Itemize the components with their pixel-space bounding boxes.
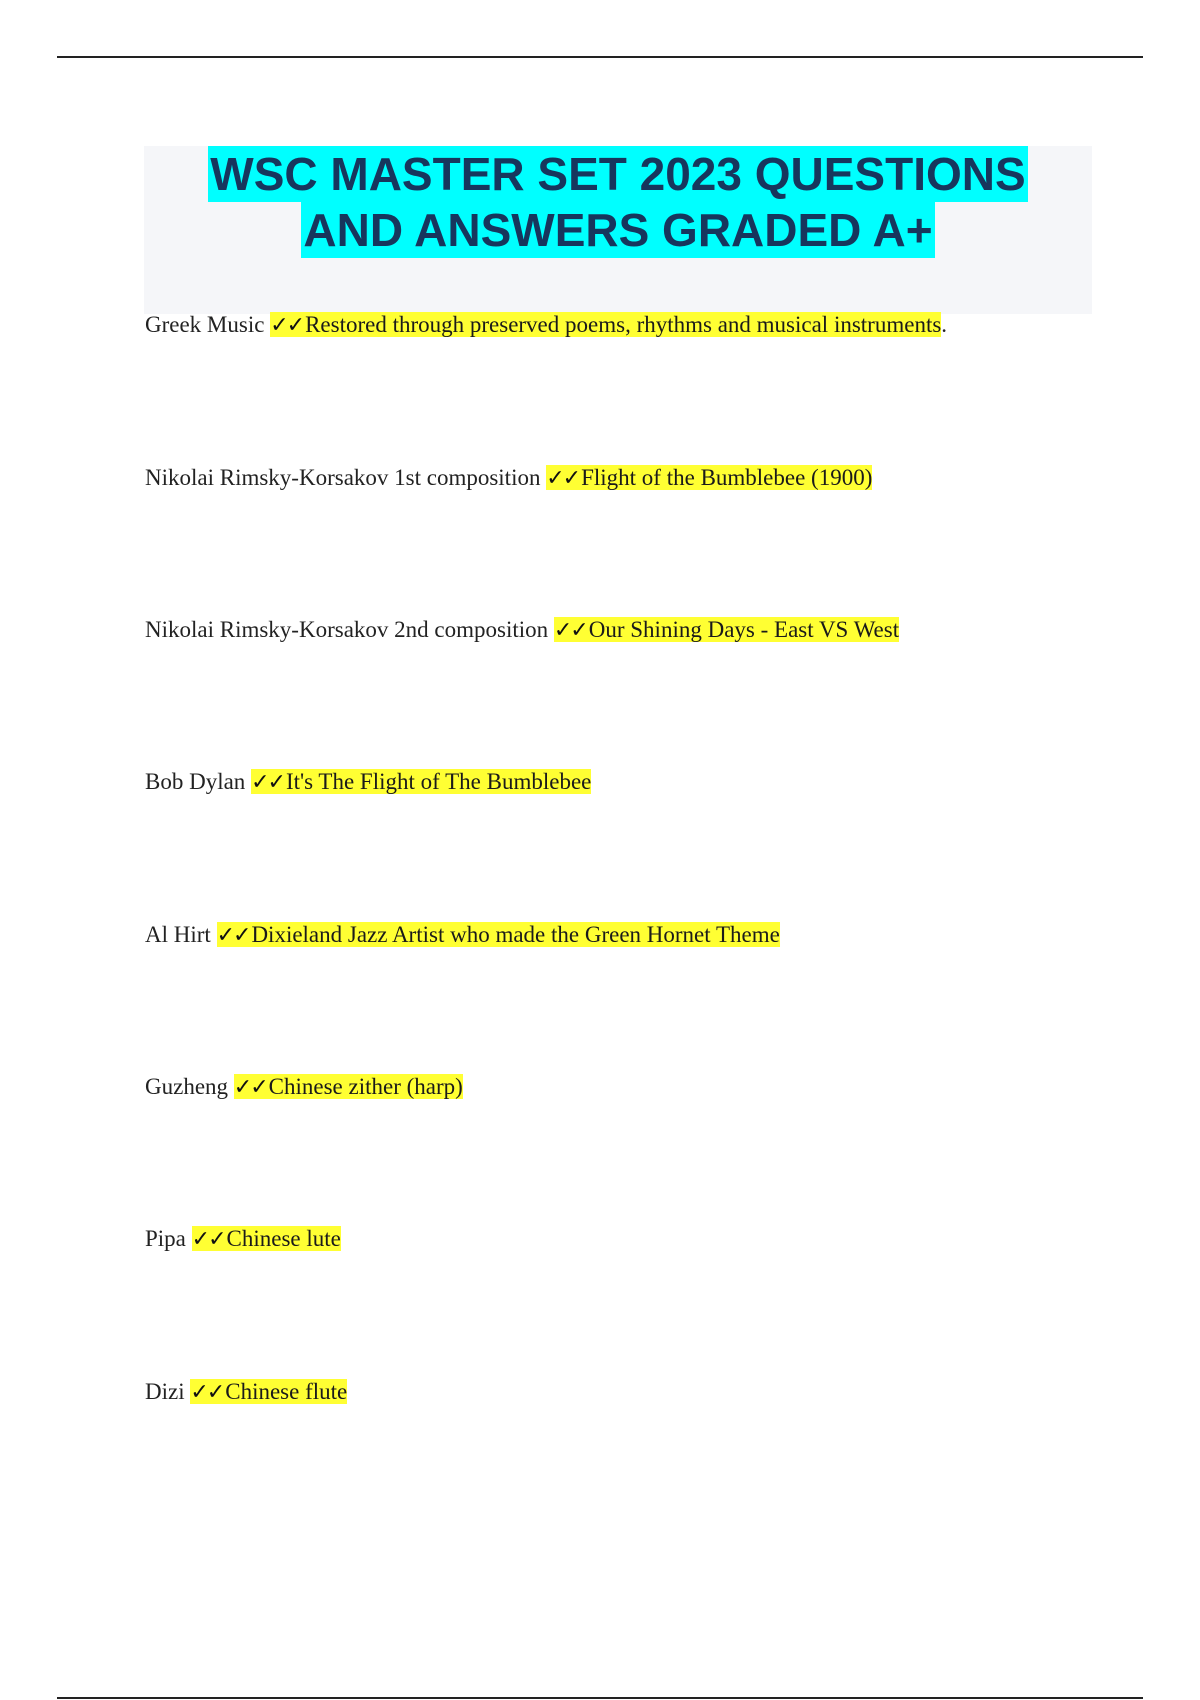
qa-term: Greek Music <box>145 312 265 337</box>
double-check-icon: ✓✓ <box>553 618 587 643</box>
double-check-icon: ✓✓ <box>251 770 284 795</box>
qa-term: Guzheng <box>145 1074 229 1099</box>
double-check-icon: ✓✓ <box>190 1380 224 1405</box>
qa-term: Nikolai Rimsky-Korsakov 2nd composition <box>145 617 549 642</box>
double-check-icon: ✓✓ <box>270 313 304 338</box>
qa-term: Pipa <box>145 1226 186 1251</box>
double-check-icon: ✓✓ <box>546 466 580 491</box>
qa-item <box>145 920 780 951</box>
qa-item <box>145 767 591 798</box>
qa-term: Dizi <box>145 1379 185 1404</box>
qa-answer <box>251 769 591 794</box>
qa-term: Bob Dylan <box>145 769 246 794</box>
qa-answer <box>546 465 872 490</box>
double-check-icon: ✓✓ <box>191 1227 225 1252</box>
qa-item <box>145 463 872 494</box>
qa-answer-text: Chinese lute <box>226 1226 341 1251</box>
qa-answer-text: Flight of the Bumblebee (1900) <box>581 465 873 490</box>
qa-answer-text: It's The Flight of The Bumblebee <box>285 769 592 794</box>
qa-item <box>145 310 947 341</box>
qa-answer-text: Chinese zither (harp) <box>268 1074 463 1099</box>
bottom-rule <box>57 1697 1143 1699</box>
qa-item <box>145 615 899 646</box>
qa-item <box>145 1377 347 1408</box>
qa-term: Nikolai Rimsky-Korsakov 1st composition <box>145 465 541 490</box>
title-block <box>144 146 1092 314</box>
qa-answer <box>192 1226 341 1251</box>
qa-term: Al Hirt <box>145 922 211 947</box>
qa-answer-text: Restored through preserved poems, rhythms and musical instruments <box>305 312 942 337</box>
top-rule <box>57 56 1143 58</box>
qa-answer <box>270 312 941 337</box>
qa-trail: . <box>941 312 948 337</box>
qa-answer <box>234 1074 463 1099</box>
qa-answer <box>554 617 899 642</box>
qa-answer-text: Chinese flute <box>225 1379 348 1404</box>
double-check-icon: ✓✓ <box>233 1075 267 1100</box>
qa-answer-text: Dixieland Jazz Artist who made the Green Hornet Theme <box>251 922 780 947</box>
qa-answer-text: Our Shining Days - East VS West <box>588 617 900 642</box>
qa-answer <box>217 922 780 947</box>
double-check-icon: ✓✓ <box>216 923 250 948</box>
qa-item <box>145 1224 341 1255</box>
page-title-line-2: AND ANSWERS GRADED A+ <box>303 204 933 256</box>
qa-item <box>145 1072 463 1103</box>
qa-answer <box>190 1379 347 1404</box>
page-title-line-1: WSC MASTER SET 2023 QUESTIONS <box>210 148 1026 200</box>
